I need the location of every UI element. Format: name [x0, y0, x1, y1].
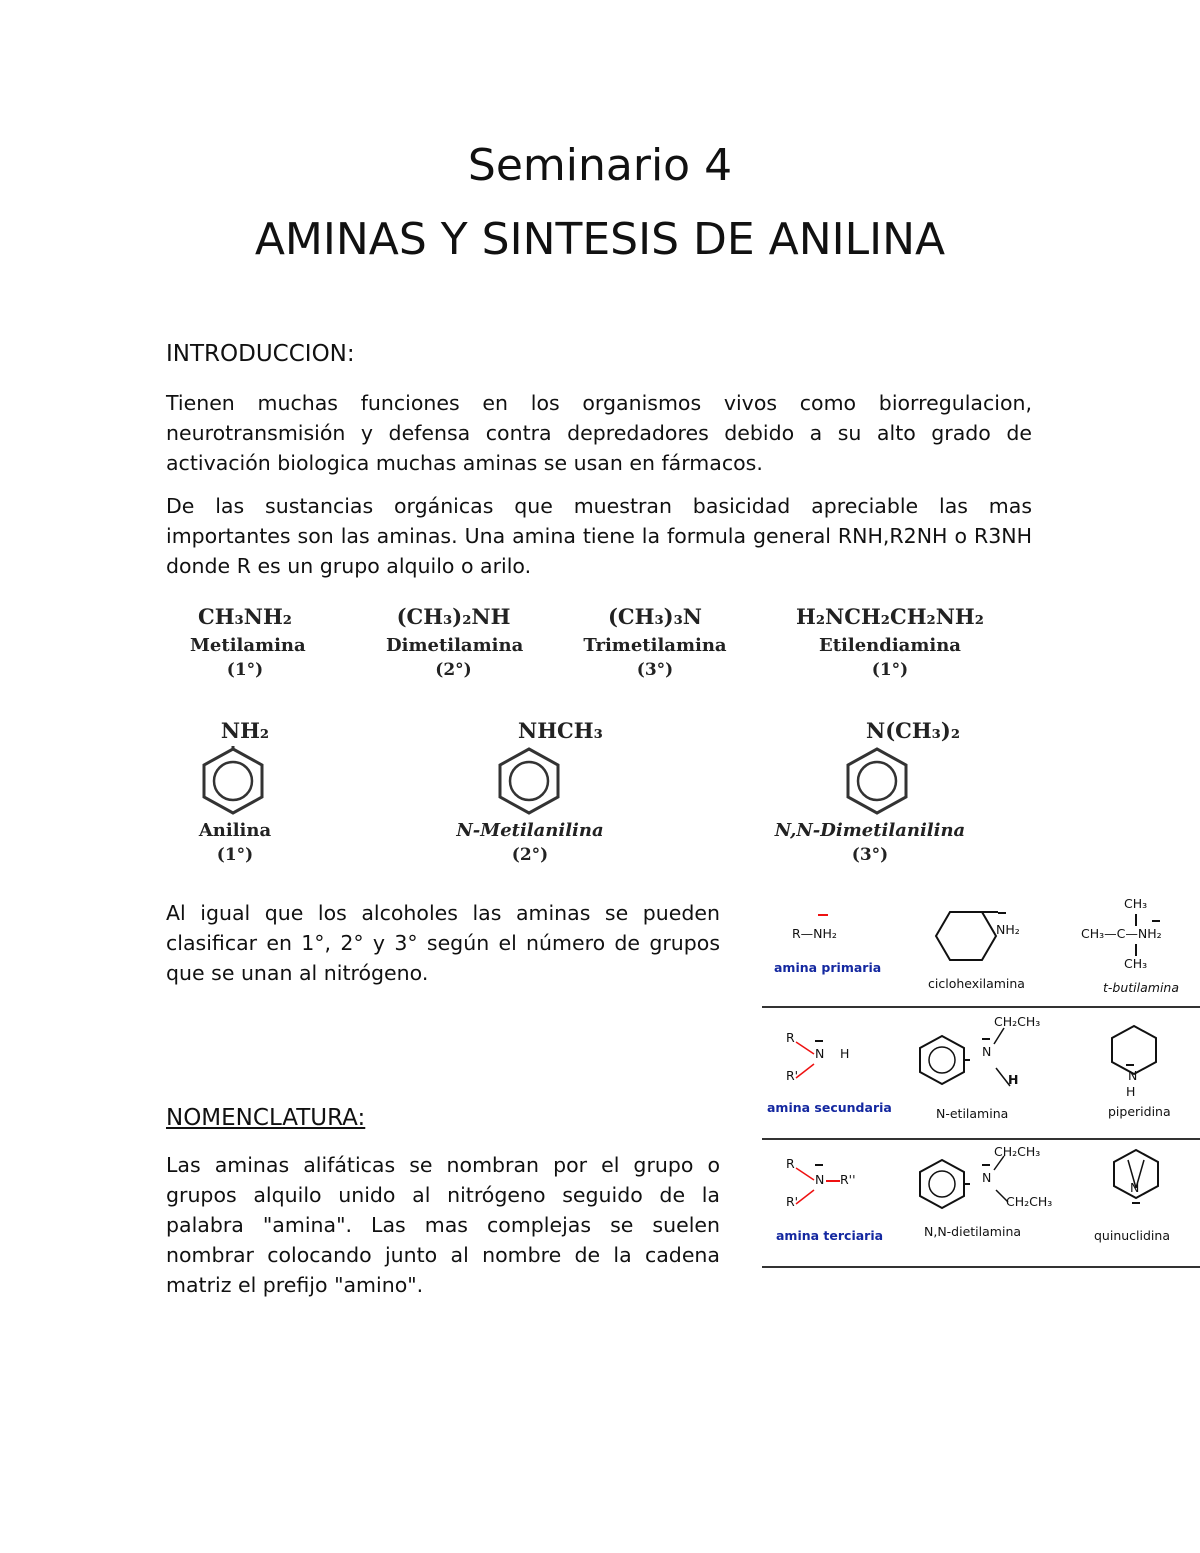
intro-heading: INTRODUCCION:	[166, 341, 355, 367]
divider	[762, 1266, 1200, 1268]
compound-degree: (1°)	[871, 660, 909, 680]
compound-nn-dimetilanilina	[866, 718, 986, 743]
bond-line	[1135, 944, 1137, 956]
lone-pair-mark	[815, 1040, 823, 1042]
compound-formula: N(CH₃)₂	[866, 718, 961, 743]
structure-nh2: NH₂	[996, 922, 1020, 937]
lone-pair-mark	[998, 912, 1006, 914]
compound-formula: NHCH₃	[518, 718, 603, 743]
structure-r: R	[786, 1030, 795, 1045]
compound-anilina	[190, 718, 280, 743]
compound-formula: NH₂	[220, 718, 270, 743]
structure-r-nh2: R—NH₂	[792, 926, 837, 941]
compound-formula: H₂NCH₂CH₂NH₂	[796, 604, 984, 629]
example-label: N-etilamina	[936, 1106, 1009, 1121]
compound-name: N-Metilanilina	[456, 820, 604, 841]
structure-ch3-c-nh2: CH₃—C—NH₂	[1081, 926, 1162, 941]
compound-degree: (1°)	[226, 660, 264, 680]
compound-metilamina	[190, 604, 306, 680]
compound-formula: (CH₃)₃N	[607, 604, 703, 629]
structure-ch2ch3: CH₂CH₃	[994, 1014, 1041, 1029]
compound-n-metilanilina-label	[445, 820, 615, 865]
class-label: amina primaria	[774, 960, 882, 975]
page-title: Seminario 4	[467, 140, 733, 191]
structure-h: H	[1126, 1084, 1136, 1099]
structure-h: H	[840, 1046, 850, 1061]
compound-etilendiamina	[785, 604, 995, 680]
example-label: piperidina	[1108, 1104, 1171, 1119]
classification-row-terciaria	[758, 1142, 1200, 1267]
example-label: quinuclidina	[1094, 1228, 1170, 1243]
class-label: amina terciaria	[776, 1228, 884, 1243]
example-label: ciclohexilamina	[928, 976, 1025, 991]
lone-pair-mark	[815, 1164, 823, 1166]
benzene-ring-icon	[844, 746, 910, 816]
benzene-ring-icon	[496, 746, 562, 816]
benzene-ring-icon	[914, 1032, 970, 1088]
classification-paragraph: Al igual que los alcoholes las aminas se pueden clasificar en 1°, 2° y 3° según el número de grupos que se unan al nitrógeno.	[166, 901, 720, 985]
compound-name: Trimetilamina	[583, 635, 727, 656]
structure-n: N	[815, 1046, 825, 1061]
compound-degree: (2°)	[511, 845, 549, 865]
compound-nn-dimetilanilina-label	[770, 820, 970, 865]
quinuclidine-ring-icon	[1108, 1146, 1164, 1206]
structure-n: N	[1128, 1068, 1138, 1083]
lone-pair-mark	[1126, 1064, 1134, 1066]
classification-figure	[758, 890, 1200, 1270]
compound-name: Etilendiamina	[819, 635, 961, 656]
compound-name: Anilina	[198, 820, 272, 841]
divider	[762, 1138, 1200, 1140]
nomenclature-paragraph: Las aminas alifáticas se nombran por el grupo o grupos alquilo unido al nitrógeno seguido de la palabra "amina". Las mas complejas se suelen nombrar colocando junto al nombre de la cadena matriz el prefijo "amino".	[166, 1153, 720, 1297]
amines-figure	[190, 598, 1010, 888]
compound-degree: (2°)	[435, 660, 472, 680]
structure-n: N	[815, 1172, 825, 1187]
lone-pair-mark	[982, 1038, 990, 1040]
structure-r: R	[786, 1156, 795, 1171]
example-label: t-butilamina	[1103, 980, 1180, 995]
structure-ch2ch3: CH₂CH₃	[1006, 1194, 1053, 1209]
lone-pair-mark	[1152, 920, 1160, 922]
compound-name: N,N-Dimetilanilina	[774, 820, 966, 841]
page-subtitle: AMINAS Y SINTESIS DE ANILINA	[254, 214, 946, 265]
benzene-ring-icon	[200, 746, 266, 816]
structure-r-prime: R'	[786, 1194, 799, 1209]
class-label: amina secundaria	[767, 1100, 892, 1115]
intro-paragraph-2: De las sustancias orgánicas que muestran basicidad apreciable las mas importantes son las aminas. Una amina tiene la formula general RNH,R2NH o R3NH donde R es un grupo alquilo o arilo.	[166, 494, 1032, 578]
structure-n: N	[982, 1170, 992, 1185]
structure-ch2ch3: CH₂CH₃	[994, 1144, 1041, 1159]
nomenclature-heading: NOMENCLATURA:	[166, 1105, 366, 1131]
compound-anilina-label	[190, 820, 280, 865]
compound-degree: (1°)	[216, 845, 254, 865]
lone-pair-mark	[1132, 1202, 1140, 1204]
structure-h: H	[1008, 1072, 1019, 1087]
cyclohexane-ring-icon	[932, 906, 1000, 966]
classification-row-primaria	[758, 890, 1200, 1000]
structure-ch3-bottom: CH₃	[1124, 956, 1148, 971]
compound-name: Dimetilamina	[386, 635, 524, 656]
bond-line	[826, 1180, 840, 1182]
structure-ch3-top: CH₃	[1124, 896, 1148, 911]
compound-formula: CH₃NH₂	[198, 604, 292, 629]
compound-degree: (3°)	[636, 660, 674, 680]
lone-pair-mark	[818, 914, 828, 916]
structure-n: N	[1130, 1180, 1140, 1195]
structure-r-prime: R'	[786, 1068, 799, 1083]
benzene-ring-icon	[914, 1156, 970, 1212]
compound-trimetilamina	[580, 604, 730, 680]
lone-pair-mark	[982, 1164, 990, 1166]
intro-paragraph-1: Tienen muchas funciones en los organismos vivos como biorregulacion, neurotransmisión y defensa contra depredadores debido a su alto grado de activación biologica muchas aminas se usan en fármacos.	[166, 391, 1032, 475]
example-label: N,N-dietilamina	[924, 1224, 1022, 1239]
divider	[762, 1006, 1200, 1008]
compound-name: Metilamina	[190, 635, 306, 656]
bond-line	[1135, 914, 1137, 926]
compound-n-metilanilina	[518, 718, 628, 743]
compound-dimetilamina	[386, 604, 524, 680]
compound-degree: (3°)	[851, 845, 889, 865]
compound-formula: (CH₃)₂NH	[396, 604, 511, 629]
classification-row-secundaria	[758, 1010, 1200, 1135]
structure-n: N	[982, 1044, 992, 1059]
structure-r-double-prime: R''	[840, 1172, 856, 1187]
